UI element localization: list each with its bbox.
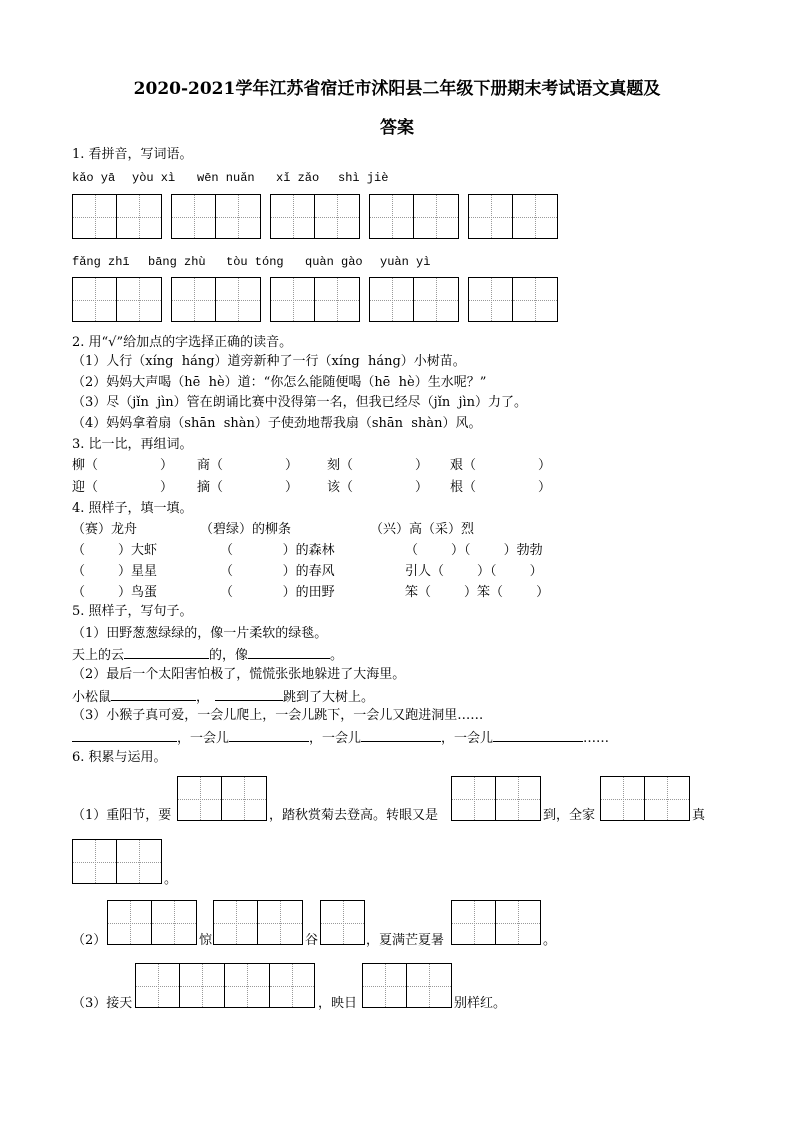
q4-item[interactable]: （ ）星星 (72, 564, 158, 579)
pinyin: tòu tóng (226, 255, 284, 269)
grid-cell[interactable] (513, 277, 558, 322)
title-line-2: 答案 (380, 118, 414, 138)
grid-cell[interactable] (258, 900, 303, 945)
close-paren: ） (285, 480, 299, 495)
writing-grid[interactable] (177, 776, 267, 821)
q3-item[interactable] (72, 480, 173, 496)
open-paren: （ (463, 458, 477, 473)
grid-cell[interactable] (117, 839, 162, 884)
q6-text: 别样红。 (454, 996, 507, 1011)
q5-heading: 5. 照样子，写句子。 (72, 604, 193, 619)
q3-char: 根 (450, 480, 464, 495)
grid-cell[interactable] (407, 963, 452, 1008)
q2-line: （1）人行（xíng háng）道旁新种了一行（xíng háng）小树苗。 (72, 354, 466, 369)
answer-blank[interactable] (248, 646, 330, 659)
grid-cell[interactable] (468, 194, 513, 239)
grid-cell[interactable] (270, 277, 315, 322)
answer-blank[interactable] (215, 688, 283, 701)
answer-blank[interactable] (124, 646, 209, 659)
q5-answer-line (72, 729, 609, 747)
grid-cell[interactable] (451, 776, 496, 821)
q2-line: （3）尽（jǐn jìn）管在朗诵比赛中没得第一名，但我已经尽（jǐn jìn）力了。 (72, 395, 528, 410)
q3-heading: 3. 比一比，再组词。 (72, 437, 193, 452)
grid-cell[interactable] (315, 277, 360, 322)
writing-grid[interactable] (451, 776, 541, 821)
grid-cell[interactable] (135, 963, 180, 1008)
close-paren: ） (538, 480, 552, 495)
grid-cell[interactable] (216, 277, 261, 322)
grid-cell[interactable] (414, 277, 459, 322)
grid-cell[interactable] (513, 194, 558, 239)
open-paren: （ (340, 480, 354, 495)
close-paren: ） (415, 458, 429, 473)
grid-cell[interactable] (369, 194, 414, 239)
q3-char: 艰 (450, 458, 464, 473)
q3-item[interactable] (450, 480, 551, 496)
q3-char: 商 (197, 458, 211, 473)
text: 跳到了大树上。 (283, 690, 375, 705)
q3-item[interactable] (197, 480, 298, 496)
q6-text: 到，全家 (543, 808, 596, 823)
q2-line: （2）妈妈大声喝（hē hè）道：“你怎么能随便喝（hē hè）生水呢？” (72, 375, 487, 390)
q4-example: （兴）高（采）烈 (370, 522, 475, 537)
q3-char: 迎 (72, 480, 86, 495)
grid-cell[interactable] (216, 194, 261, 239)
text: …… (583, 731, 610, 746)
q4-item[interactable]: 引人（ ）（ ） (405, 564, 543, 579)
answer-blank[interactable] (229, 729, 309, 742)
pinyin: bāng zhù (148, 255, 206, 269)
open-paren: （ (463, 480, 477, 495)
q2-heading: 2. 用“√”给加点的字选择正确的读音。 (72, 335, 293, 350)
text: ，一会儿 (177, 731, 230, 746)
writing-grid[interactable] (468, 277, 558, 322)
grid-cell[interactable] (496, 900, 541, 945)
writing-grid[interactable] (72, 277, 162, 322)
writing-grid[interactable] (451, 900, 541, 945)
grid-cell[interactable] (117, 277, 162, 322)
pinyin: yòu xì (132, 171, 176, 185)
grid-cell[interactable] (171, 194, 216, 239)
grid-cell[interactable] (107, 900, 152, 945)
text: ，一会儿 (309, 731, 362, 746)
q2-line: （4）妈妈拿着扇（shān shàn）子使劲地帮我扇（shān shàn）风。 (72, 416, 482, 431)
writing-grid[interactable] (107, 900, 197, 945)
q5-answer-line (72, 646, 343, 664)
grid-cell[interactable] (152, 900, 197, 945)
q6-text: （2） (72, 933, 107, 948)
text: ，一会儿 (441, 731, 494, 746)
grid-cell[interactable] (171, 277, 216, 322)
close-paren: ） (285, 458, 299, 473)
open-paren: （ (85, 480, 99, 495)
writing-grid[interactable] (72, 194, 162, 239)
writing-grid[interactable] (468, 194, 558, 239)
q6-text: ，映日 (318, 996, 358, 1011)
q4-item[interactable]: （ ）鸟蛋 (72, 585, 158, 600)
q4-item[interactable]: （ ）大虾 (72, 543, 158, 558)
q5-sample: （3）小猴子真可爱，一会儿爬上，一会儿跳下，一会儿又跑进洞里…… (72, 708, 484, 723)
writing-grid[interactable] (369, 194, 459, 239)
grid-cell[interactable] (414, 194, 459, 239)
q4-heading: 4. 照样子，填一填。 (72, 501, 193, 516)
grid-cell[interactable] (270, 194, 315, 239)
close-paren: ） (538, 458, 552, 473)
q6-text: （3）接天 (72, 996, 133, 1011)
q3-item[interactable] (450, 458, 551, 474)
grid-cell[interactable] (451, 900, 496, 945)
pinyin: xǐ zǎo (276, 171, 320, 185)
text: 的，像 (209, 648, 249, 663)
grid-cell[interactable] (117, 194, 162, 239)
q3-char: 柳 (72, 458, 86, 473)
pinyin: quàn gào (305, 255, 363, 269)
q4-item[interactable]: 笨（ ）笨（ ） (405, 585, 550, 600)
text: ， (196, 690, 210, 705)
q6-text: 谷 (305, 933, 319, 948)
grid-cell[interactable] (180, 963, 225, 1008)
q5-answer-line (72, 688, 374, 706)
text: 小松鼠 (72, 690, 112, 705)
pinyin: shì jiè (338, 171, 389, 185)
answer-blank[interactable] (361, 729, 441, 742)
grid-cell[interactable] (270, 963, 315, 1008)
q6-text: 真 (692, 808, 706, 823)
q3-item[interactable] (72, 458, 173, 474)
title-line-1: 2020-2021学年江苏省宿迁市沭阳县二年级下册期末考试语文真题及 (133, 79, 661, 99)
grid-cell[interactable] (177, 776, 222, 821)
grid-cell[interactable] (222, 776, 267, 821)
grid-cell[interactable] (600, 776, 645, 821)
answer-blank[interactable] (111, 688, 196, 701)
q6-heading: 6. 积累与运用。 (72, 750, 167, 765)
q6-text: 。 (164, 872, 178, 887)
open-paren: （ (85, 458, 99, 473)
pinyin: yuàn yì (380, 255, 431, 269)
q4-example: （碧绿）的柳条 (200, 522, 292, 537)
grid-cell[interactable] (72, 277, 117, 322)
pinyin: kǎo yā (72, 171, 116, 185)
open-paren: （ (210, 458, 224, 473)
writing-grid[interactable] (270, 194, 360, 239)
q6-text: ，踏秋赏菊去登高。转眼又是 (269, 808, 439, 823)
grid-cell[interactable] (72, 194, 117, 239)
text: 。 (330, 648, 344, 663)
q6-text: （1）重阳节，要 (72, 808, 172, 823)
grid-cell[interactable] (72, 839, 117, 884)
grid-cell[interactable] (315, 194, 360, 239)
q5-sample: （1）田野葱葱绿绿的，像一片柔软的绿毯。 (72, 626, 328, 641)
q3-char: 刻 (327, 458, 341, 473)
grid-cell[interactable] (645, 776, 690, 821)
grid-cell[interactable] (369, 277, 414, 322)
writing-grid[interactable] (369, 277, 459, 322)
grid-cell[interactable] (225, 963, 270, 1008)
q4-item[interactable]: （ ）的森林 (220, 543, 335, 558)
close-paren: ） (160, 480, 174, 495)
grid-cell[interactable] (320, 900, 365, 945)
answer-blank[interactable] (493, 729, 583, 742)
q4-item[interactable]: （ ）（ ）勃勃 (405, 543, 543, 558)
writing-grid[interactable] (362, 963, 452, 1008)
grid-cell[interactable] (213, 900, 258, 945)
q6-text: ，夏满芒夏暑 (366, 933, 445, 948)
grid-cell[interactable] (496, 776, 541, 821)
q4-item[interactable]: （ ）的田野 (220, 585, 335, 600)
close-paren: ） (415, 480, 429, 495)
q6-text: 。 (543, 933, 557, 948)
text: 天上的云 (72, 648, 125, 663)
writing-grid[interactable] (270, 277, 360, 322)
q3-item[interactable] (327, 458, 428, 474)
open-paren: （ (340, 458, 354, 473)
q6-text: 惊 (199, 933, 213, 948)
writing-grid[interactable] (600, 776, 690, 821)
writing-grid[interactable] (135, 963, 315, 1008)
writing-grid[interactable] (171, 194, 261, 239)
writing-grid[interactable] (171, 277, 261, 322)
q4-example: （赛）龙舟 (72, 522, 138, 537)
q3-char: 该 (327, 480, 341, 495)
answer-blank[interactable] (72, 729, 177, 742)
grid-cell[interactable] (468, 277, 513, 322)
open-paren: （ (210, 480, 224, 495)
q4-item[interactable]: （ ）的春风 (220, 564, 335, 579)
q3-item[interactable] (327, 480, 428, 496)
pinyin: fǎng zhī (72, 255, 130, 269)
q1-heading: 1. 看拼音，写词语。 (72, 147, 193, 162)
writing-grid[interactable] (72, 839, 162, 884)
grid-cell[interactable] (362, 963, 407, 1008)
close-paren: ） (160, 458, 174, 473)
writing-grid[interactable] (320, 900, 365, 945)
q3-char: 摘 (197, 480, 211, 495)
pinyin: wēn nuǎn (197, 171, 255, 185)
q5-sample: （2）最后一个太阳害怕极了，慌慌张张地躲进了大海里。 (72, 667, 406, 682)
q3-item[interactable] (197, 458, 298, 474)
writing-grid[interactable] (213, 900, 303, 945)
